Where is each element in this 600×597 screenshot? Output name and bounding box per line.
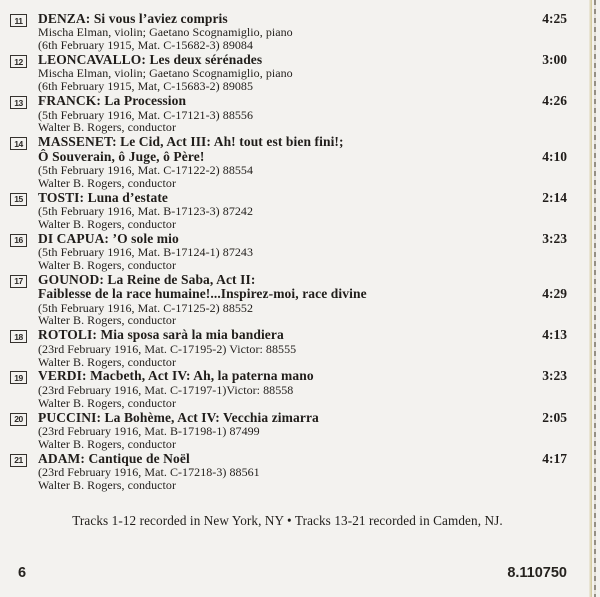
track-detail-line: Walter B. Rogers, conductor xyxy=(38,216,177,231)
track-number-badge: 21 xyxy=(10,454,27,467)
track-duration: 3:00 xyxy=(542,52,567,68)
track-body xyxy=(38,369,567,409)
track-details xyxy=(38,205,567,231)
track-detail-line: (5th February 1916, Mat. C-17125-2) 88552 xyxy=(38,300,254,315)
track-title xyxy=(38,191,168,205)
track-details xyxy=(38,343,567,369)
track-title xyxy=(38,273,367,302)
track-detail-line: Walter B. Rogers, conductor xyxy=(38,258,177,273)
track-number-cell xyxy=(10,273,38,327)
track-details xyxy=(38,466,567,492)
track-number-cell xyxy=(10,191,38,231)
track-detail-line: Mischa Elman, violin; Gaetano Scognamiglio, piano xyxy=(38,25,293,40)
track-details xyxy=(38,246,567,272)
track-title-line: VERDI: Macbeth, Act IV: Ah, la paterna mano xyxy=(38,368,314,384)
track-detail-line: (23rd February 1916, Mat. B-17198-1) 87499 xyxy=(38,423,260,438)
track-detail-line: (6th February 1915, Mat. C-15682-3) 89084 xyxy=(38,38,254,53)
track-body xyxy=(38,135,567,189)
track-duration: 3:23 xyxy=(542,368,567,384)
track-duration: 3:23 xyxy=(542,230,567,246)
track-body xyxy=(38,411,567,451)
track-number-cell xyxy=(10,232,38,272)
track-row xyxy=(10,53,567,93)
track-title-row xyxy=(38,369,567,383)
track-title-line: LEONCAVALLO: Les deux sérénades xyxy=(38,52,263,68)
track-detail-line: Walter B. Rogers, conductor xyxy=(38,354,177,369)
track-duration: 4:17 xyxy=(542,450,567,466)
track-details xyxy=(38,26,567,52)
scan-page-edge xyxy=(589,0,592,597)
track-list xyxy=(10,12,567,493)
track-number-cell xyxy=(10,369,38,409)
track-row xyxy=(10,94,567,134)
page-number: 6 xyxy=(18,565,27,581)
track-duration: 2:05 xyxy=(542,409,567,425)
track-title-row xyxy=(38,135,567,164)
recording-note: Tracks 1-12 recorded in New York, NY • Tracks 13-21 recorded in Camden, NJ. xyxy=(72,513,503,528)
track-title xyxy=(38,452,190,466)
track-detail-line: (23rd February 1916, Mat. C-17197-1)Victor: 88558 xyxy=(38,382,294,397)
track-title-line: TOSTI: Luna d’estate xyxy=(38,189,169,205)
track-detail-line: (5th February 1916, Mat. B-17124-1) 87243 xyxy=(38,245,254,260)
track-duration: 4:10 xyxy=(542,148,567,164)
track-title-line: MASSENET: Le Cid, Act III: Ah! tout est bien fini!; xyxy=(38,134,344,150)
track-detail-line: Walter B. Rogers, conductor xyxy=(38,477,177,492)
track-row xyxy=(10,135,567,189)
track-number-cell xyxy=(10,12,38,52)
track-number-badge: 13 xyxy=(10,96,27,109)
track-row xyxy=(10,232,567,272)
track-number-badge: 15 xyxy=(10,193,27,206)
catalog-number: 8.110750 xyxy=(507,565,567,581)
track-title-row xyxy=(38,411,567,425)
track-detail-line: Mischa Elman, violin; Gaetano Scognamiglio, piano xyxy=(38,66,293,81)
track-title xyxy=(38,232,179,246)
track-title-row xyxy=(38,53,567,67)
track-duration: 4:26 xyxy=(542,93,567,109)
track-body xyxy=(38,53,567,93)
track-row xyxy=(10,411,567,451)
track-number-cell xyxy=(10,328,38,368)
track-title-line: ADAM: Cantique de Noël xyxy=(38,450,190,466)
track-title-row xyxy=(38,94,567,108)
track-title xyxy=(38,53,262,67)
track-row xyxy=(10,273,567,327)
track-detail-line: (5th February 1916, Mat. B-17123-3) 87242 xyxy=(38,204,254,219)
track-title-row xyxy=(38,12,567,26)
track-title xyxy=(38,94,186,108)
track-number-badge: 18 xyxy=(10,330,27,343)
track-number-badge: 20 xyxy=(10,413,27,426)
track-details xyxy=(38,109,567,135)
track-detail-line: (5th February 1916, Mat. C-17121-3) 88556 xyxy=(38,107,254,122)
track-title-row xyxy=(38,191,567,205)
track-title-line: PUCCINI: La Bohème, Act IV: Vecchia zimarra xyxy=(38,409,319,425)
track-detail-line: Walter B. Rogers, conductor xyxy=(38,313,177,328)
track-duration: 4:29 xyxy=(542,286,567,302)
track-title-line: ROTOLI: Mia sposa sarà la mia bandiera xyxy=(38,327,284,343)
track-row xyxy=(10,369,567,409)
track-detail-line: Walter B. Rogers, conductor xyxy=(38,395,177,410)
track-row xyxy=(10,12,567,52)
track-number-badge: 17 xyxy=(10,275,27,288)
track-detail-line: (6th February 1915, Mat, C-15683-2) 89085 xyxy=(38,79,254,94)
track-title-line: Faiblesse de la race humaine!...Inspirez-moi, race divine xyxy=(38,286,367,302)
track-number-cell xyxy=(10,53,38,93)
track-title-row xyxy=(38,328,567,342)
track-details xyxy=(38,67,567,93)
track-duration: 2:14 xyxy=(542,189,567,205)
track-title-line: DENZA: Si vous l’aviez compris xyxy=(38,11,228,26)
track-row xyxy=(10,191,567,231)
track-number-badge: 19 xyxy=(10,371,27,384)
track-number-cell xyxy=(10,135,38,189)
track-number-cell xyxy=(10,94,38,134)
track-title-row xyxy=(38,273,567,302)
track-title xyxy=(38,12,228,26)
track-detail-line: (5th February 1916, Mat. C-17122-2) 88554 xyxy=(38,162,254,177)
track-details xyxy=(38,384,567,410)
track-row xyxy=(10,452,567,492)
track-number-badge: 16 xyxy=(10,234,27,247)
scan-page-edge-dashes xyxy=(594,0,596,597)
track-body xyxy=(38,191,567,231)
track-detail-line: Walter B. Rogers, conductor xyxy=(38,436,177,451)
track-details xyxy=(38,425,567,451)
track-body xyxy=(38,12,567,52)
track-body xyxy=(38,232,567,272)
track-row xyxy=(10,328,567,368)
track-details xyxy=(38,302,567,328)
track-detail-line: Walter B. Rogers, conductor xyxy=(38,175,177,190)
track-title xyxy=(38,135,344,164)
track-details xyxy=(38,164,567,190)
track-title xyxy=(38,411,319,425)
track-detail-line: (23rd February 1916, Mat. C-17195-2) Victor: 88555 xyxy=(38,341,297,356)
track-body xyxy=(38,94,567,134)
track-body xyxy=(38,328,567,368)
track-number-cell xyxy=(10,411,38,451)
track-title-line: FRANCK: La Procession xyxy=(38,93,187,109)
track-number-badge: 11 xyxy=(10,14,27,27)
track-detail-line: Walter B. Rogers, conductor xyxy=(38,120,177,135)
track-title-row xyxy=(38,232,567,246)
track-body xyxy=(38,452,567,492)
track-number-badge: 14 xyxy=(10,137,27,150)
track-duration: 4:13 xyxy=(542,327,567,343)
track-title-line: GOUNOD: La Reine de Saba, Act II: xyxy=(38,271,256,287)
track-number-cell xyxy=(10,452,38,492)
track-title-row xyxy=(38,452,567,466)
track-title xyxy=(38,369,314,383)
track-duration: 4:25 xyxy=(542,11,567,26)
track-detail-line: (23rd February 1916, Mat. C-17218-3) 88561 xyxy=(38,464,260,479)
track-body xyxy=(38,273,567,327)
track-title xyxy=(38,328,284,342)
track-title-line: DI CAPUA: ’O sole mio xyxy=(38,230,179,246)
track-title-line: Ô Souverain, ô Juge, ô Père! xyxy=(38,148,205,164)
track-number-badge: 12 xyxy=(10,55,27,68)
